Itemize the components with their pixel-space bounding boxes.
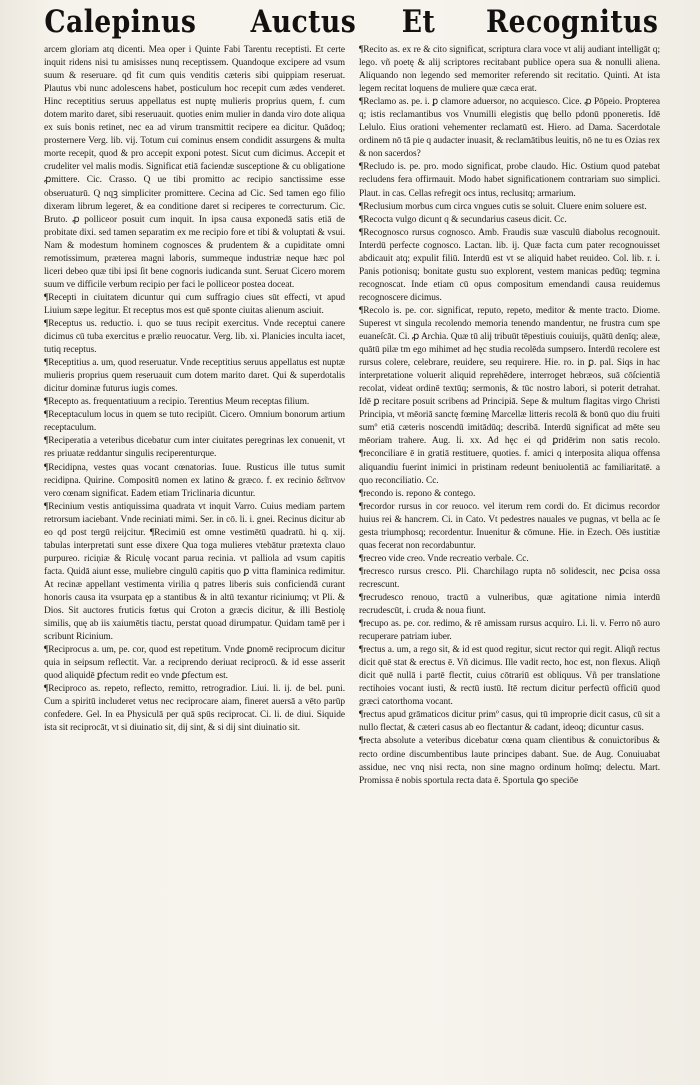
dictionary-entry: ¶recta absolute a veteribus dicebatur cœna quam clientibus & conuictoribus & recto ordine discumbentibus laute principes dabant. Sue. de Aug. Conuiuabat assidue, nec vnq nisi recta, non sine magno ordinum hoīmq; delectu. Mart. Promissa ē nobis sportula recta data ē. Sportula ꝙo speciōe <box>359 736 660 786</box>
dictionary-entry: ¶recrudesco renouo, tractū a vulneribus, quæ agitatione nimia interdū recrudescūt, i. cruda & noua fiunt. <box>359 592 660 617</box>
header-word-1: Calepinus <box>43 4 196 40</box>
header-word-4: Recognitus <box>486 4 659 40</box>
dictionary-entry: ¶recupo as. pe. cor. redimo, & rē amissam rursus acquiro. Li. li. v. Ferro nō auro recuperare patriam iuber. <box>359 619 660 643</box>
dictionary-entry: ¶recordor rursus in cor reuoco. vel iterum rem cordi do. Et dicimus recordor huius rei & hancrem. Ci. in Cato. Vt pedestres nauales ve pugnas, vt bella ac ſe gesta triumphosq; recordentur. Inuenitur & cōmune. Hie. in Ezech. Oēs iustitiæ quas fecerat non recordabuntur. <box>359 501 660 551</box>
dictionary-entry: ¶recresco rursus cresco. Pli. Charchilago rupta nō solidescit, nec ꝑcisa ossa recrescunt. <box>359 566 660 590</box>
dictionary-entry: ¶Recognosco rursus cognosco. Amb. Fraudis suæ vasculū diabolus recognouit. Interdū perfecte cognosco. Lactan. lib. ij. Quæ facta cum pater recognouisset abdicauit atq; expulit filiū. Interdū est vt se aliquid habet reuideo. Col. lib. r. i. Panis potionisq; bonitate gustu suo explorent, vestem manicas pedūq; tegmina recognoscat. Inde etiam cū opus compositum emendandi causa reuidemus recognoscere dicimus. <box>359 227 660 303</box>
dictionary-entry: ¶Recolo is. pe. cor. significat, reputo, repeto, meditor & mente tracto. Diome. Superest vt singula recolendo memoria tenendo mandentur, ne frustra cum spe euaneſcāt. Ci. ꝓ Archia. Quæ tū alij tribuūt tēpestiuis couiuijs, quātū denīq; aleæ, quātū pilæ tm ego mihimet ad hęc studia recolēda sumpsero. Interdū recolere est rursus colere, celebrare, reuidere, seu requirere. Hie. ro. in ꝑ. pal. Siqs in hac interpretatione voluerit aliquid reprehēdere, interroget hebræos, suā cōſcientiā recolat, videat ordinē textūq; sermonis, & tūc nostro labori, si poterit detrahat. Idē ꝑ recitare posuit scribens ad Principiā. Sepe & multum flagitas virgo Christi Principia, vt mēoriā sanctę fœminę Marcellæ litteris recolā & bonū quo diu fruiti sumº etiā cæteris noscendū imitādūq; describā. Interdū significat ad mēte seu mēoriam trahere. Aug. li. xx. Ad hęc ei qd ꝑridērim non satis recolo. ¶reconciliare ē in gratiā restituere, quoties. f. amici q interposita aliqua offensa aliquandiu fuerint inimici in pristinam redeunt beniuolentiā ac familiaritatē. a quo reconciliatio. Cc. <box>359 305 660 486</box>
dictionary-entry: ¶Recinium vestis antiquissima quadrata vt inquit Varro. Cuius mediam partem retrorsum iaciebant. Vnde reciniati mimi. Ser. in cō. li. i. gnei. Recinus dicitur ab eo qd post tergū reijcitur. ¶Recimiū est omne vestimētū quadratū. hi q. xij. tabulas interpretati sunt esse dixere Qua toga mulieres vtebātur prætexta clauo purpureo. riciņiæ & Riculę vocant parua recinia. vt palliola ad vsum capitis facta. Quidā aiunt esse, muliebre cingulū capitis quo ꝑ vitta flaminica redimitur. At recinæ appellant vestimenta virilia q patres liberis suis conficiendā curant honoris causa ita vsurpata ęp a stantibus & in altū texantur riciniumq; vt Pli. & Dios. Sit auctores fruticis fœtus qui Croton a græcis dicitur, & illi Bestiolę similis, quę ab iis xaiumētis tiactu, perstat quoad dirumpatur. Quidam tamē per i scribunt Ricinium. <box>44 501 345 643</box>
dictionary-entry: ¶Recepto as. frequentatiuum a recipio. Terentius Meum receptas filium. <box>44 397 310 408</box>
dictionary-entry: ¶Reciperatia a veteribus dicebatur cum inter ciuitates peregrinas lex conuenit, vt res priuatæ reddantur singulis reciperenturque. <box>44 436 345 460</box>
dictionary-entry: ¶Recidipna, vestes quas vocant cœnatorias. Iuue. Rusticus ille tutus sumit recidipna. Quirine. Compositū nomen ex latino & græco. f. ex recinio δεῖπνον vero cœnam significat. Eadem etiam Triclinaria dicuntur. <box>44 462 345 499</box>
dictionary-entry: ¶rectus a. um, a rego sit, & id est quod regitur, sicut rector qui regit. Aliqñ rectus dicit quē stat & erectus ē. Vñ dicimus. Ille vadit recto, hoc est, non flexus. Aliqñ dicit quē nullā i partē flectit, cuius cōtrariū est obliquus. Vñ per translatione rectihoies vocant iusti, & rectū iustū. Itē rectum dicitur perfectū officiū quod græci catorthoma vocant. <box>359 645 660 708</box>
dictionary-entry: ¶recreo vide creo. Vnde recreatio verbale. Cc. <box>359 553 529 564</box>
dictionary-entry: ¶Reciproco as. repeto, reflecto, remitto, retrogradior. Liui. li. ij. de bel. puni. Cum a spiritū includeret vetus nec reciprocare aiam, fineret auersā a vēto parūp confedere. Gel. In ea Physiculā per quā spūs reciprocat. Ci. li. de diui. Siquide ista sit reciprocāt, vt si diuinatio sit, dij sint, & si dij sint diuinatio sit. <box>44 684 345 734</box>
dictionary-entry: arcem gloriam atq dicenti. Mea oper i Quinte Fabi Tarentu receptisti. Et certe inquit ridens nisi tu amisisses nunq receptissem. Quandoque excipere ad vsum suum & reseruare. qd fit cum quis venditis cæteris sibi quippiam reseruat. Plautus vbi nunc adolescens habet, posticulum hoc recepit cum ædes venderet. Hinc receptitius seruus appellatus est nuptę mulieris proprius quem, f. cum dotem marito daret, sibi reseruauit. quoties enim mulier in danda viro dote aliqua ex suis bonis retinet, nec ea ad virum transmittit recipere ea dicitur. Quādoq; prosternere Verg. lib. vij. Totum cui cominus ensem condidit assurgens & multa morte recepit, quod & pro accepit exponi potest. Sicut cum dicimus. Accepit et crudeliter vel malis modis. Significat etiā faciendæ susceptione & cu obligatione ꝓmittere. Cic. Crasso. Q ue tibi promitto ac recipio sanctissime esse obseruaturū. Q nqꝫ simpliciter promittere. Cecina ad Cic. Sed tamen ego filio dixeram librum legeret, & ea conditione daret si reciperes te correcturum. Cic. Bruto. ꝓ polliceor posuit cum inquit. In ipsa causa exponedā satis etiā de probitate dixi. sed tamen separatim ex me recipio fore et tibi & voluptati & vsui. Nam & modestum hominem cognosces & prudentem & a cupiditate omni remotissimum, præterea magni laboris, summeque industriæ neque hæc pol liceri debeo quæ tibi ipsi ſit bene cognoris iudicanda sunt. Seruat Cicero morem suum ve difficile verbum recipio per faci le polliceor postea doceat. <box>44 45 345 290</box>
dictionary-entry: ¶Recocta vulgo dicunt q & secundarius caseus dicit. Cc. <box>359 214 567 225</box>
dictionary-entry: ¶Recepti in ciuitatem dicuntur qui cum suffragio ciues sūt effecti, vt apud Liuium sæpe legitur. Et receptus mos est quē sponte ciuitas alienum asciuit. <box>44 292 345 316</box>
dictionary-entry: ¶recondo is. repono & contego. <box>359 488 476 499</box>
right-column <box>359 44 660 1079</box>
dictionary-entry: ¶Recludo is. pe. pro. modo significat, probe claudo. Hic. Ostium quod patebat recludens fera offirmauit. Modo habet significationem contrariam suo simplici. Plaut. in cas. Cellas refregit ocs intus, reclusitq; armarium. <box>359 162 660 199</box>
dictionary-entry: ¶Receptaculum locus in quem se tuto recipiūt. Cicero. Omnium bonorum artium receptaculum. <box>44 410 345 434</box>
text-columns <box>44 44 660 1079</box>
dictionary-entry: ¶Receptitius a. um, quod reseruatur. Vnde receptitius seruus appellatus est nuptæ mulieris proprius quem reseruauit cum dotem marito daret. Qui & superdotalis dicitur dominæ futurus iugis comes. <box>44 358 345 395</box>
dictionary-entry: ¶Reclamo as. pe. i. ꝑ clamore aduersor, no acquiesco. Cice. ꝓ Pōpeio. Propterea q; istis reclamantibus vos Vnumilli elegistis quę bello pdonū pponeretis. Idē Lelulo. Eius orationi vehementer reclamatū est. Hiero. ad Dama. Sacerdotale ordinem nō tā pie q audacter inuasit, & reclamātibus leuitis, nō ne tu es Ozias rex & non sacerdos? <box>359 97 660 160</box>
dictionary-entry: ¶Reclusium morbus cum circa vngues cutis se soluit. Cluere enim soluere est. <box>359 201 647 212</box>
dictionary-entry: ¶Recito as. ex re & cito significat, scriptura clara voce vt alij audiant intelligāt q; lego. vñ poetę & alij scriptores recitabant publice opera sua & nonulli aliena. Aliquando non legendo sed memoriter referendo sit recitatio. Quinti. At ista legem recitat loquens de muliere quæ cæca erat. <box>359 45 660 95</box>
header-word-3: Et <box>401 4 436 40</box>
header-word-2: Auctus <box>250 4 357 40</box>
dictionary-entry: ¶Receptus us. reductio. i. quo se tuus recipit exercitus. Vnde receptui canere dicimus cū tuba exercitus e prælio reuocatur. Verg. lib. xi. Planicies inculta iacet, tutiq receptus. <box>44 318 345 356</box>
running-header <box>44 0 660 44</box>
dictionary-entry: ¶rectus apud grāmaticos dicitur primº casus, qui tū improprie dicit casus, cū sit a nullo flectat, & cæteri casus ab eo flectantur & cadant, ideoq; dicuntur casus. <box>359 710 660 734</box>
left-column <box>44 44 345 1079</box>
dictionary-entry: ¶Reciprocus a. um, pe. cor, quod est repetitum. Vnde ꝑnomē reciprocum dicitur quia in seipsum reflectit. Var. a reciprendo deriuat reciprocū. & id esse asserit quod aliquidē ꝑfectum redit eo vnde ꝑfectum est. <box>44 645 345 682</box>
